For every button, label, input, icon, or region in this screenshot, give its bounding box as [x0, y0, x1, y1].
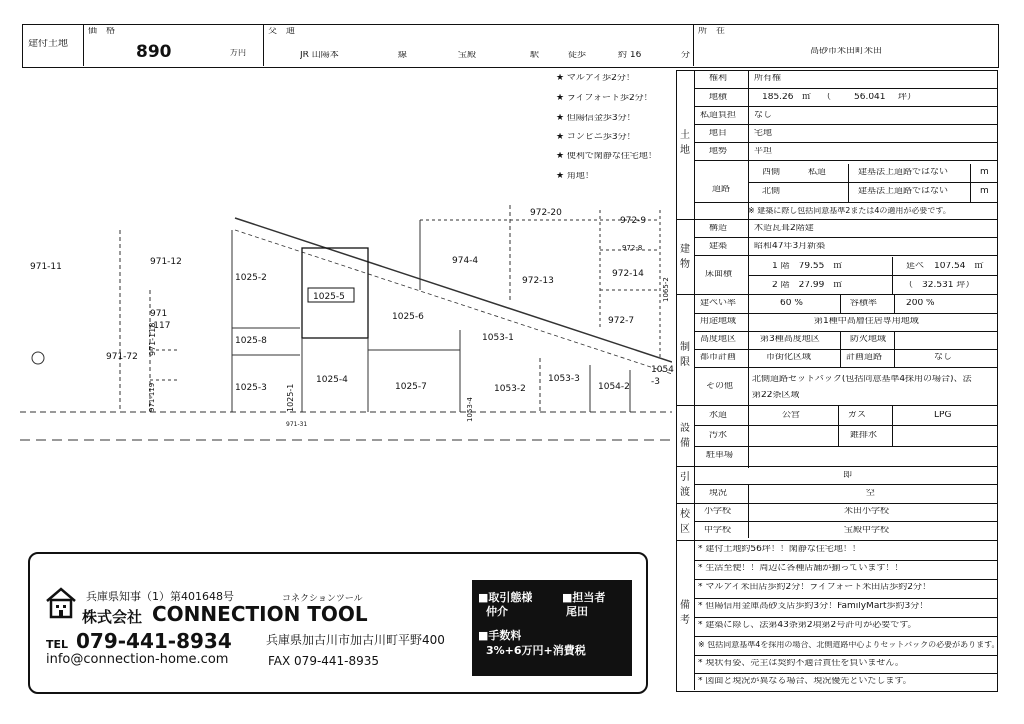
junior-label: 中学校: [704, 526, 732, 535]
fire-zone-label: 防火地域: [850, 335, 887, 344]
parcel-label: -3: [651, 377, 660, 387]
parking-label: 駐車場: [706, 451, 734, 460]
coverage-value: 60 %: [780, 299, 803, 308]
agency-kana: コネクションツール: [282, 594, 363, 604]
structure-label: 構造: [709, 224, 728, 233]
parcel-label: 1054: [651, 365, 674, 375]
floor1-area: 1 階 79.55 ㎡: [772, 262, 843, 271]
parcel-label: 1065-2: [662, 277, 670, 302]
parcel-label: 972-14: [612, 269, 644, 279]
remark-line: * 図面と現況が異なる場合、現況優先といたします。: [698, 677, 912, 686]
parcel-label: 1025-2: [235, 273, 267, 283]
parcel-label: 1025-3: [235, 383, 267, 393]
plan-road-value: なし: [934, 353, 953, 362]
highlight-item: ★ コンビニ歩3分！: [556, 133, 636, 142]
parcel-label: 972-7: [608, 316, 635, 326]
agency-tel: 079-441-8934: [76, 629, 232, 653]
parcel-label: 971-118: [148, 322, 157, 356]
built-label: 建築: [709, 242, 728, 251]
parcel-label: 971-12: [150, 257, 182, 267]
parcel-label: 972-9: [620, 216, 647, 226]
water-value: 公営: [782, 411, 801, 420]
status-value: 空: [866, 489, 876, 498]
far-value: 200 %: [906, 299, 935, 308]
highlight-item: ★ 角地！: [556, 172, 594, 181]
road-west-dir: 西側: [762, 168, 781, 177]
area-tsubo: 56.041: [854, 93, 886, 102]
deal-label: ■取引態様: [478, 591, 533, 604]
agency-name-prefix: 株式会社: [82, 608, 143, 626]
facility-section-label: 設備: [680, 423, 690, 449]
access-label: 交 通: [268, 27, 296, 36]
building-logo-icon: [44, 585, 78, 619]
city-plan-value: 市街化区域: [766, 353, 812, 362]
price-unit: 万円: [230, 49, 246, 57]
parcel-label: 1053-3: [548, 374, 580, 384]
elementary-value: 米田小学校: [844, 507, 890, 516]
restriction-section-label: 制限: [680, 342, 690, 368]
fee-label: ■手数料: [478, 629, 522, 642]
staff-value: 尾田: [566, 605, 588, 618]
road-west-note: 建基法上道路ではない: [858, 168, 949, 177]
parcel-label: 972-20: [530, 208, 562, 218]
road-west-type: 私道: [808, 168, 827, 177]
parcel-label: 1025-4: [316, 375, 348, 385]
terrain-value: 平坦: [754, 147, 773, 156]
station-name: 宝殿: [458, 51, 477, 60]
tank-value: 錐排水: [850, 431, 878, 440]
line-suffix: 線: [398, 51, 408, 60]
height-district-label: 高度地区: [700, 335, 737, 344]
road-west-unit: m: [980, 168, 989, 177]
total-tsubo: （ 32.531 坪）: [904, 281, 975, 290]
sewage-label: 汚水: [709, 431, 728, 440]
delivery-section-label: 引渡: [680, 472, 690, 498]
school-section-label: 校区: [680, 509, 690, 535]
parcel-label: 972-8: [622, 244, 643, 252]
zone-label: 用途地域: [700, 317, 737, 326]
parcel-label: 1025-6: [392, 312, 424, 322]
built-value: 昭和47年3月新築: [754, 242, 826, 251]
gas-label: ガス: [848, 411, 867, 420]
parcel-label: -117: [150, 321, 171, 331]
remark-line: * マルアイ米田店歩約2分！ライフォート米田店歩約2分！: [698, 583, 932, 592]
terrain-label: 地勢: [709, 147, 728, 156]
property-type: 建付土地: [28, 39, 68, 49]
floor-area-label: 床面積: [705, 270, 733, 279]
road-north-dir: 北側: [762, 187, 781, 196]
parcel-label: 1054-2: [598, 382, 630, 392]
parcel-label: 971-11: [30, 262, 62, 272]
station-suffix: 駅: [530, 51, 540, 60]
parcel-label: 972-13: [522, 276, 554, 286]
remark-line: * 但陽信用金庫高砂支店歩約3分！FamilyMart歩約3分！: [698, 602, 929, 611]
walk-unit: 分: [681, 51, 691, 60]
area-tsubo-unit: 坪）: [898, 93, 917, 102]
parcel-label: 1053-1: [482, 333, 514, 343]
coverage-label: 建ぺい率: [700, 299, 737, 308]
parcel-label: 1025-5: [313, 292, 345, 302]
area-label: 地積: [709, 93, 728, 102]
private-road-label: 私道負担: [700, 111, 737, 120]
walk-label: 徒歩: [568, 51, 587, 60]
deal-value: 仲介: [486, 605, 508, 618]
parcel-label: 1053-2: [494, 384, 526, 394]
total-area-label: 延べ: [906, 262, 925, 271]
agency-name: CONNECTION TOOL: [152, 602, 368, 626]
walk-minutes: 約 16: [618, 51, 642, 60]
city-plan-label: 都市計画: [700, 353, 737, 362]
parcel-label: 971-31: [286, 421, 308, 428]
floor2-area: 2 階 27.99 ㎡: [772, 281, 843, 290]
price-value: 890: [136, 42, 172, 62]
parcel-label: 1025-7: [395, 382, 427, 392]
site-map: [20, 190, 672, 470]
highlight-item: ★ 便利で閑静な住宅地！: [556, 152, 657, 161]
remark-line: * 建付土地約56坪！！閑静な住宅地！！: [698, 545, 861, 554]
status-label: 現況: [709, 489, 728, 498]
parcel-label: 1025-1: [286, 383, 295, 412]
rights-label: 権利: [709, 74, 728, 83]
building-section-label: 建物: [680, 244, 690, 270]
private-road-value: なし: [754, 111, 773, 120]
tel-label: TEL: [46, 638, 69, 651]
delivery-timing: 即: [843, 471, 853, 480]
remark-line: ※ 包括同意基準4を採用の場合、北側道路中心よりセットバックの必要があります。: [698, 641, 1000, 649]
elementary-label: 小学校: [704, 507, 732, 516]
structure-value: 木造瓦葺2階建: [754, 224, 814, 233]
agency-email: info@connection-home.com: [46, 652, 229, 667]
area-paren: （: [822, 93, 832, 102]
junior-value: 宝殿中学校: [844, 526, 890, 535]
rights-value: 所有権: [754, 74, 782, 83]
parcel-label: 971: [150, 309, 168, 319]
area-unit: ㎡: [802, 93, 812, 102]
parcel-label: 1053-4: [466, 397, 474, 422]
parcel-label: 1025-8: [235, 336, 267, 346]
remarks-section-label: 備考: [680, 600, 690, 626]
gas-value: LPG: [934, 411, 952, 420]
other-value-1: 北側道路セットバック(包括同意基準4採用の場合)、法: [752, 375, 972, 384]
far-label: 容積率: [850, 299, 878, 308]
height-district-value: 第3種高度地区: [760, 335, 820, 344]
road-north-unit: m: [980, 187, 989, 196]
staff-label: ■担当者: [562, 591, 606, 604]
other-value-2: 第22条区域: [752, 391, 800, 400]
remark-line: * 現状有姿、売主は契約不適合責任を負いません。: [698, 659, 904, 668]
highlight-item: ★ 但陽信金歩3分！: [556, 114, 636, 123]
highlight-item: ★ ライフォート歩2分！: [556, 94, 653, 103]
remark-line: * 生活至便！！周辺に各種店舗が揃っています！！: [698, 564, 904, 573]
category-value: 宅地: [754, 129, 773, 138]
total-area: 107.54 ㎡: [934, 262, 984, 271]
fee-value: 3%+6万円+消費税: [486, 644, 586, 657]
road-footnote: ※ 建築に際し包括同意基準2または4の適用が必要です。: [748, 207, 951, 215]
area-value: 185.26: [762, 93, 794, 102]
road-label: 道路: [712, 185, 731, 194]
highlight-item: ★ マルアイ歩2分！: [556, 74, 635, 83]
other-label: その他: [706, 382, 734, 391]
location-label: 所 在: [698, 27, 726, 36]
land-section-label: 土地: [680, 130, 690, 156]
water-label: 水道: [709, 411, 728, 420]
remark-line: * 建築に際し、法第43条第2項第2号許可が必要です。: [698, 621, 917, 630]
agency-address: 兵庫県加古川市加古川町平野400: [266, 633, 445, 647]
road-north-note: 建基法上道路ではない: [858, 187, 949, 196]
parcel-label: 971-119: [148, 382, 156, 412]
agency-license: 兵庫県知事（1）第401648号: [86, 590, 234, 603]
agency-fax: FAX 079-441-8935: [268, 654, 380, 668]
category-label: 地目: [709, 129, 728, 138]
parcel-label: 971-72: [106, 352, 138, 362]
plan-road-label: 計画道路: [846, 353, 883, 362]
zone-value: 第1種中高層住居専用地域: [814, 317, 919, 326]
price-label: 価 格: [88, 27, 116, 36]
location-value: 高砂市米田町米田: [810, 47, 883, 56]
parcel-label: 974-4: [452, 256, 479, 266]
line-name: JR 山陽本: [300, 51, 339, 60]
